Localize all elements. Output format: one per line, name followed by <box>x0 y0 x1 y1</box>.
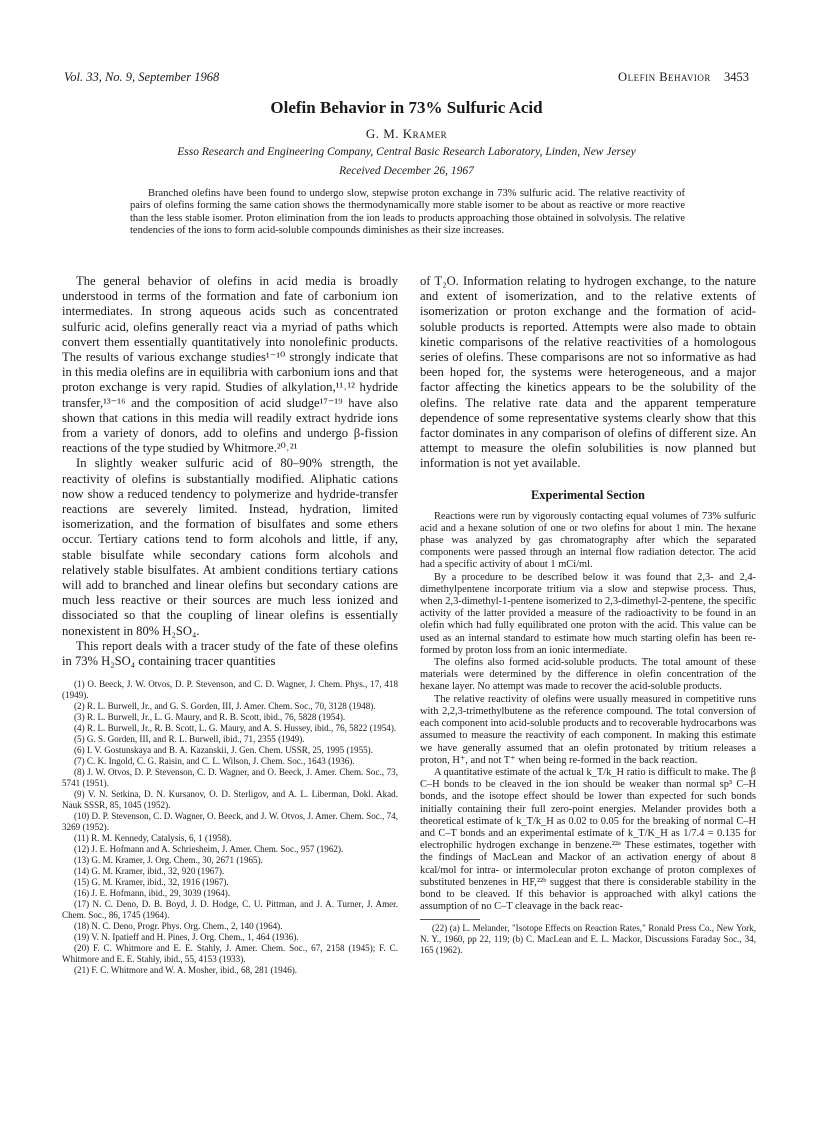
reference-item: (17) N. C. Deno, D. B. Boyd, J. D. Hodge, C. U. Pittman, and J. A. Turner, J. Amer. Chem. Soc., 86, 1745 (1964). <box>62 899 398 921</box>
reference-item: (8) J. W. Otvos, D. P. Stevenson, C. D. Wagner, and O. Beeck, J. Amer. Chem. Soc., 73, 5741 (1951). <box>62 767 398 789</box>
reference-item: (10) D. P. Stevenson, C. D. Wagner, O. Beeck, and J. W. Otvos, J. Amer. Chem. Soc., 74, 3269 (1952). <box>62 811 398 833</box>
reference-item: (11) R. M. Kennedy, Catalysis, 6, 1 (1958). <box>74 833 232 844</box>
reference-item: (7) C. K. Ingold, C. G. Raisin, and C. L. Wilson, J. Chem. Soc., 1643 (1936). <box>74 756 355 767</box>
reference-item: (21) F. C. Whitmore and W. A. Mosher, ibid., 68, 281 (1946). <box>74 965 298 976</box>
body-paragraph: of T₂O. Information relating to hydrogen exchange, to the nature and extent of isomerization, and to the relative extents of isomerization or proton exchange and the formation of acid-soluble products is reported. Attempts were also made to obtain kinetic comparisons of the relative reactivities of a homologous series of olefins. These comparisons are not so informative as had been hoped for, the systems were heterogeneous, and a major factor affecting the kinetics appears to be the solubility of the olefins. The relative rate data and the apparent temperature dependence of some representative systems clearly show that this factor dominates in any comparison of olefins of different size. An attempt to measure the olefin solubilities is now planned but information is not yet available. <box>420 274 756 471</box>
reference-item: (3) R. L. Burwell, Jr., L. G. Maury, and R. B. Scott, ibid., 76, 5828 (1954). <box>74 712 346 723</box>
experimental-paragraph: By a procedure to be described below it was found that 2,3- and 2,4-dimethylpentene incorporate tritium via a slow and stepwise process. Thus, when 2,3-dimethyl-1-pentene isomerized to 2,3-dimethyl-2-pentene, the specific activity of the latter provided a measure of the radioactivity to be found in an olefin which had fully equilibrated one proton with the acid. This value can be used as an internal standard to estimate how much starting olefin has been re-formed by proton loss from an ionic intermediate. <box>420 571 756 656</box>
section-heading: Experimental Section <box>531 487 645 502</box>
body-paragraph: This report deals with a tracer study of the fate of these olefins in 73% H₂SO₄ containing tracer quantities <box>62 638 398 669</box>
experimental-paragraph: A quantitative estimate of the actual k_T/k_H ratio is difficult to make. The β C–H bonds to be cleaved in the ion should be weaker than normal sp³ C–H bonds, and the isotope effect should be lower than expected for such bonds initially containing their full zero-point energies. Melander provides both a theoretical estimate of k_T/k_H as 0.02 to 0.05 for the breaking of normal C–H and C–T bonds and an experimental estimate of k_T/K_H as 1/7.4 = 0.135 for electrophilic hydrogen exchange in benzene.²²ᵃ These estimates, together with the findings of MacLean and Mackor of an activation energy of about 8 kcal/mol for intra- or intermolecular proton exchange of proton complexes of substituted benzenes in HF,²²ᵇ suggest that there is considerable stability in the bond to be cleaved. If this behavior is approached with alkyl cations the assumption of no C–T cleavage in the back reac- <box>420 766 756 913</box>
reference-item: (6) I. V. Gostunskaya and B. A. Kazanskii, J. Gen. Chem. USSR, 25, 1995 (1955). <box>74 745 373 756</box>
footnote: (22) (a) L. Melander, "Isotope Effects on Reaction Rates," Ronald Press Co., New York, N. Y., 1960, pp 22, 119; (b) C. MacLean and E. L. Mackor, Discussions Faraday Soc., 34, 165 (1962). <box>420 923 756 956</box>
reference-item: (2) R. L. Burwell, Jr., and G. S. Gorden, III, J. Amer. Chem. Soc., 70, 3128 (1948). <box>74 701 376 712</box>
page-number: 3453 <box>724 70 749 84</box>
reference-list <box>62 679 398 976</box>
reference-item: (20) F. C. Whitmore and E. E. Stahly, J. Amer. Chem. Soc., 67, 2158 (1945); F. C. Whitmore and E. E. Stahly, ibid., 55, 4153 (1933). <box>62 943 398 965</box>
reference-item: (5) G. S. Gorden, III, and R. L. Burwell, ibid., 71, 2355 (1949). <box>74 734 305 745</box>
reference-item: (1) O. Beeck, J. W. Otvos, D. P. Stevenson, and C. D. Wagner, J. Chem. Phys., 17, 418 (1949). <box>62 679 398 701</box>
reference-item: (4) R. L. Burwell, Jr., R. B. Scott, L. G. Maury, and A. S. Hussey, ibid., 76, 5822 (1954). <box>74 723 397 734</box>
reference-item: (12) J. E. Hofmann and A. Schriesheim, J. Amer. Chem. Soc., 957 (1962). <box>74 844 344 855</box>
body-paragraph: The general behavior of olefins in acid media is broadly understood in terms of the formation and fate of carbonium ion intermediates. In strong aqueous acids such as concentrated sulfuric acid, olefins generally react via a myriad of paths which convert them essentially quantitatively into nonolefinic products. The results of various exchange studies¹⁻¹⁰ strongly indicate that in this media olefins are in equilibria with carbonium ions and that proton exchange is very rapid. Studies of alkylation,¹¹˒¹² hydride transfer,¹³⁻¹⁶ and the composition of acid sludge¹⁷⁻¹⁹ have also shown that cations in this media will readily extract hydride ions from a variety of donors, add to olefins and undergo β-fission reactions of the type studied by Whitmore.²⁰˒²¹ <box>62 274 398 456</box>
footnote-divider <box>420 919 480 920</box>
reference-item: (9) V. N. Setkina, D. N. Kursanov, O. D. Sterligov, and A. L. Liberman, Dokl. Akad. Nauk SSSR, 85, 1045 (1952). <box>62 789 398 811</box>
reference-item: (14) G. M. Kramer, ibid., 32, 920 (1967). <box>74 866 225 877</box>
running-head-right <box>618 70 749 85</box>
reference-item: (19) V. N. Ipatieff and H. Pines, J. Org. Chem., 1, 464 (1936). <box>74 932 299 943</box>
article-title: Olefin Behavior in 73% Sulfuric Acid <box>270 98 543 117</box>
reference-item: (18) N. C. Deno, Progr. Phys. Org. Chem., 2, 140 (1964). <box>74 921 283 932</box>
left-column <box>62 274 398 1084</box>
running-head-issue: Vol. 33, No. 9, September 1968 <box>64 70 220 84</box>
reference-item: (13) G. M. Kramer, J. Org. Chem., 30, 2671 (1965). <box>74 855 263 866</box>
running-head <box>64 70 749 88</box>
abstract: Branched olefins have been found to undergo slow, stepwise proton exchange in 73% sulfuric acid. The relative reactivity of pairs of olefins forming the same cation shows the thermodynamically more stable isomer to be about as reactive or more reactive than the less stable isomer. Proton elimination from the ion leads to products approaching those obtained in solvolysis. The relative tendencies of the ions to form acid-soluble compounds diminishes as their size increases. <box>130 188 685 237</box>
experimental-paragraph: The relative reactivity of olefins were usually measured in competitive runs with 2,2,3-trimethylbutene as the reference compound. The total conversion of each component into acid-soluble products and to recoverable hydrocarbons was assumed to measure the reactivity of each component. In making this estimate we have generally assumed that an olefin protonated by tritium releases a proton, H⁺, and not T⁺ when being re-formed in the back reaction. <box>420 693 756 766</box>
reference-item: (15) G. M. Kramer, ibid., 32, 1916 (1967). <box>74 877 229 888</box>
body-paragraph: In slightly weaker sulfuric acid of 80–90% strength, the reactivity of olefins is substantially modified. Aliphatic cations now show a reduced tendency to polymerize and hydride-transfer reactions are severely limited. Instead, hydration, limited isomerization, and the formation of bisulfates and some ethers occur. Tertiary cations tend to form alcohols and little, if any, stable bisulfate while secondary cations form alcohols and relatively stable bisulfates. At ambient conditions tertiary cations will add to branched and linear olefins but secondary cations are much less reactive or their sources are much less ionized and dissociated so that the coupling of linear olefins is essentially nonexistent in 80% H₂SO₄. <box>62 456 398 638</box>
author: G. M. Kramer <box>365 126 448 141</box>
running-head-journal: Olefin Behavior <box>618 70 711 84</box>
reference-item: (16) J. E. Hofmann, ibid., 29, 3039 (1964). <box>74 888 231 899</box>
right-column <box>420 274 756 1084</box>
experimental-paragraph: The olefins also formed acid-soluble products. The total amount of these materials were determined by the difference in olefin concentration of the hexane layer. No attempt was made to recover the acid-soluble products. <box>420 657 756 693</box>
experimental-paragraph: Reactions were run by vigorously contacting equal volumes of 73% sulfuric acid and a hexane solution of one or two olefins for about 1 min. The hexane phase was analyzed by gas chromatography after which the separated components were passed through an internal flow radiation detector. The acid had a specific activity of about 1 mCi/ml. <box>420 510 756 571</box>
affiliation: Esso Research and Engineering Company, Central Basic Research Laboratory, Linden, New Jersey <box>177 146 636 158</box>
received-date: Received December 26, 1967 <box>339 165 474 177</box>
